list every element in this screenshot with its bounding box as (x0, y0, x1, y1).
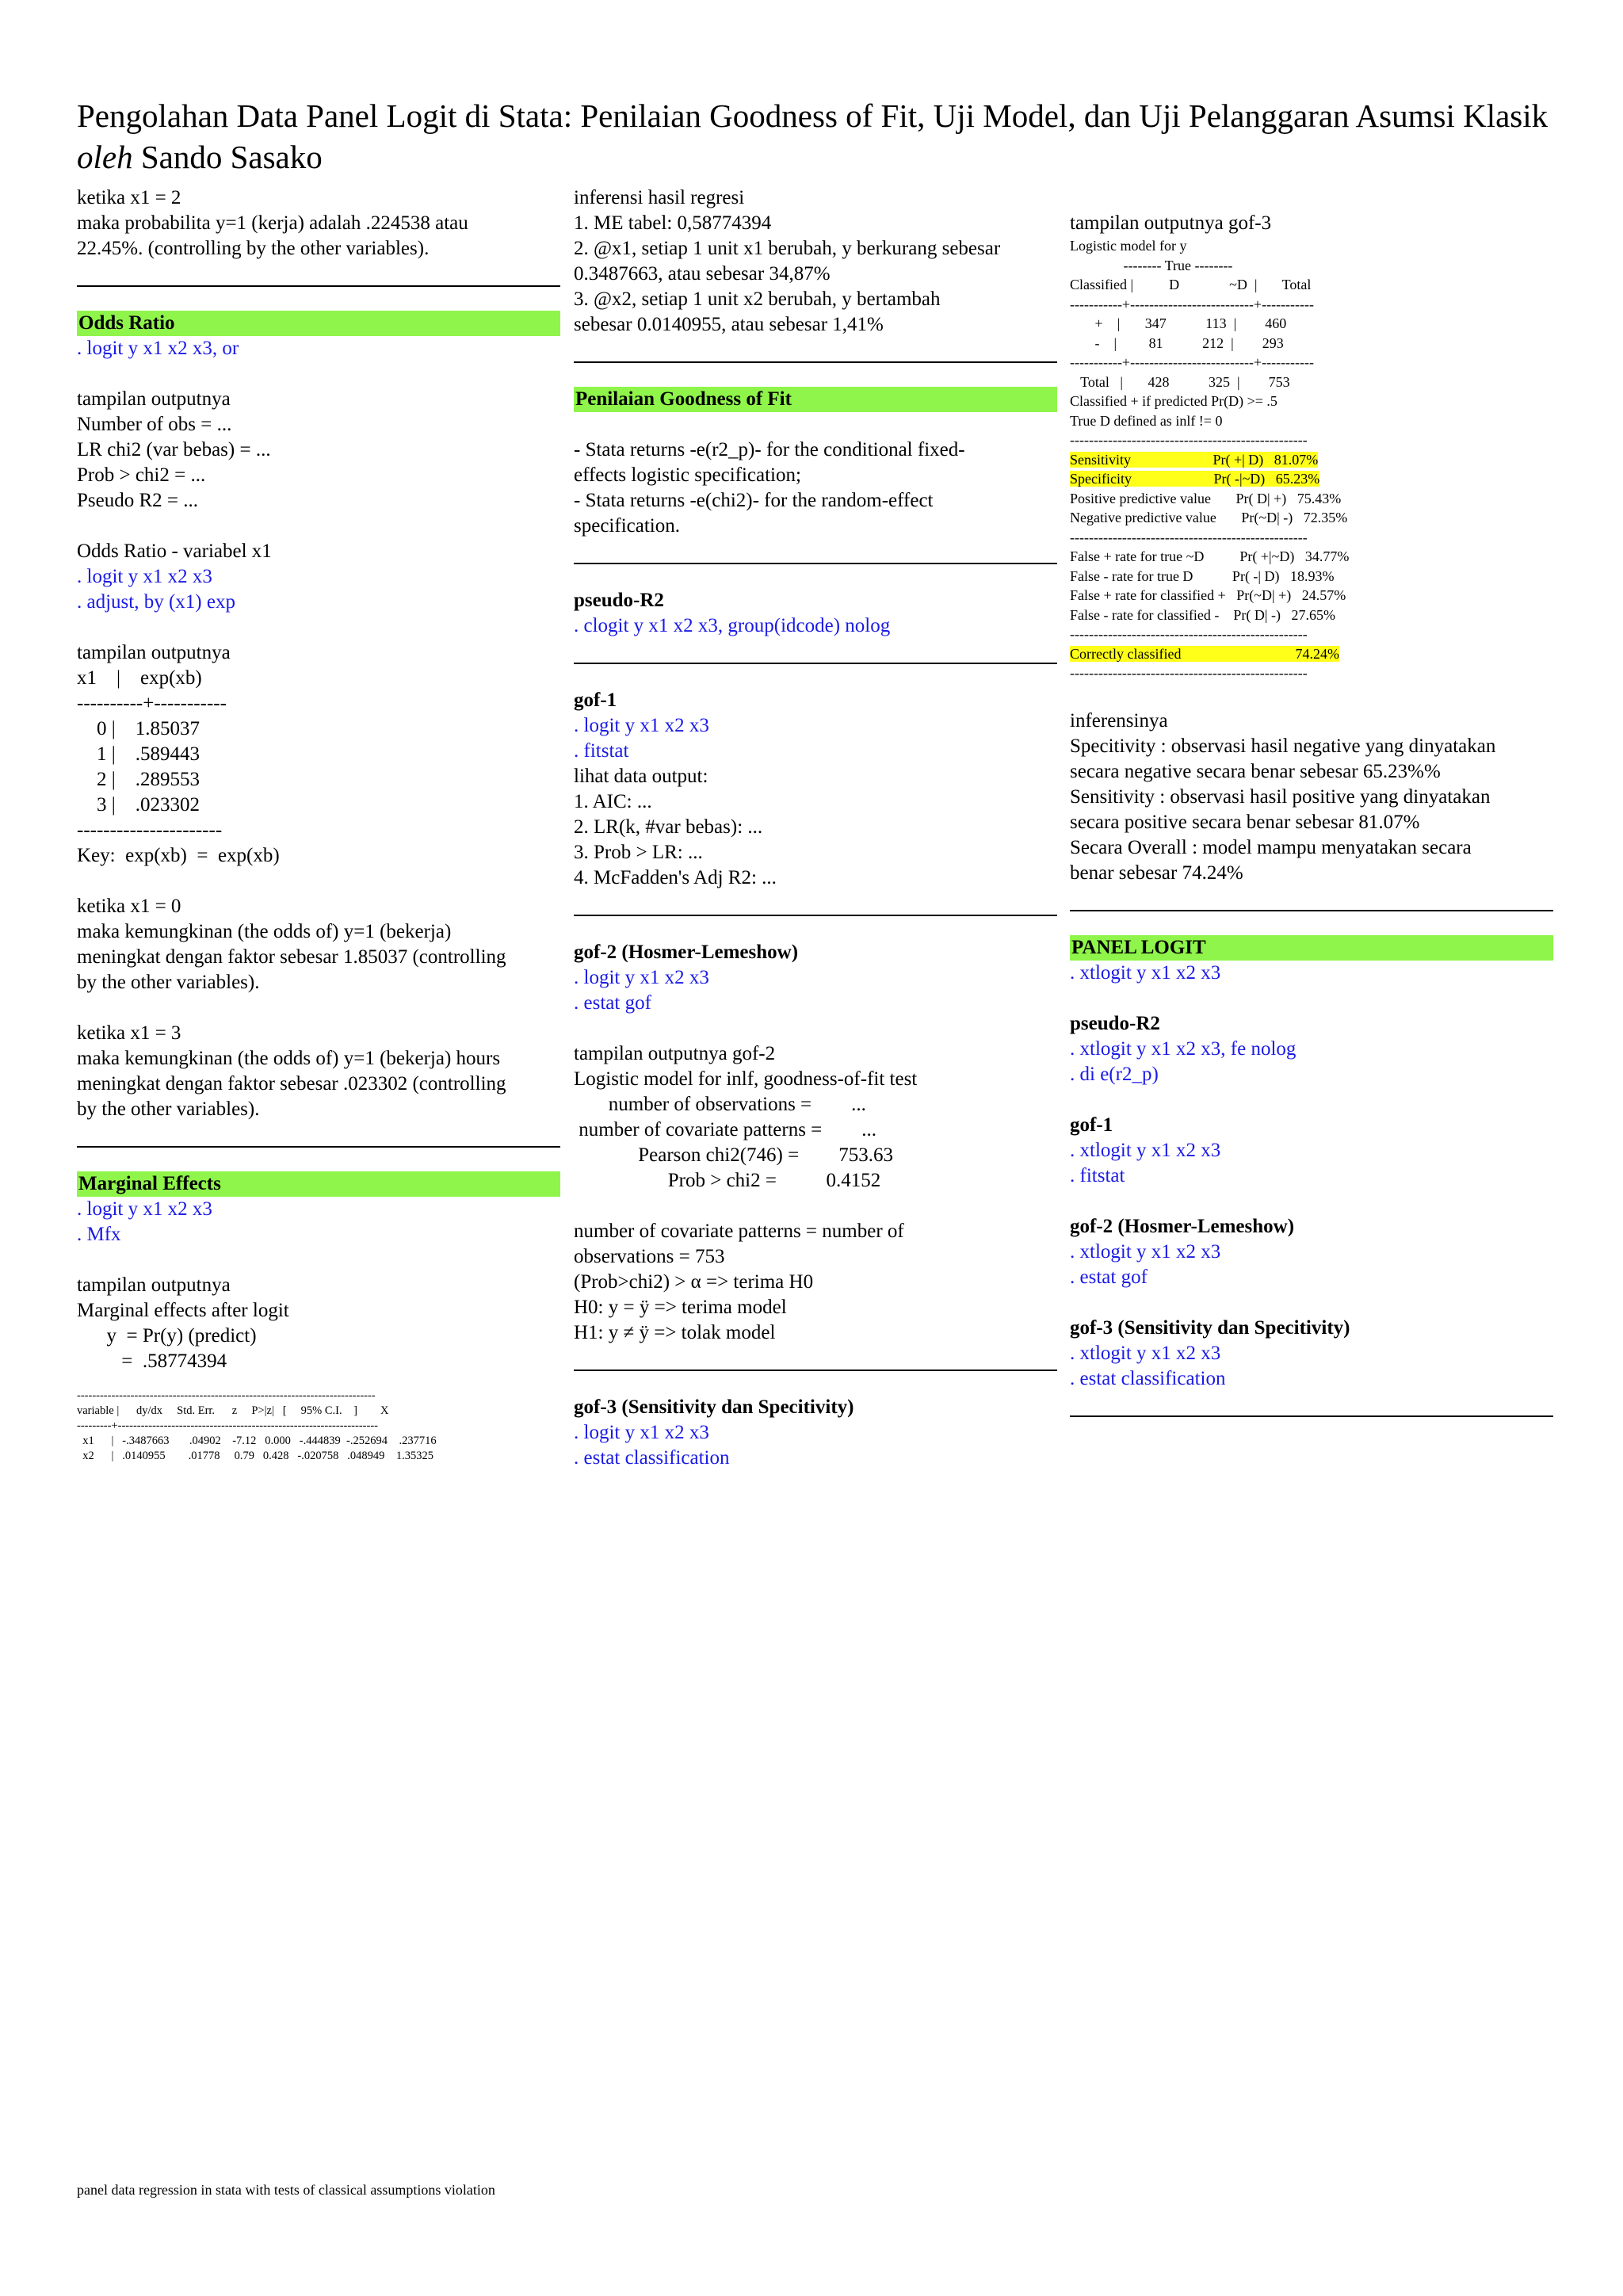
subsection-title: pseudo-R2 (1070, 1012, 1160, 1034)
subsection-title: gof-1 (1070, 1114, 1113, 1136)
text-line: Specitivity : observasi hasil negative yang dinyatakan (1070, 735, 1496, 757)
text-line: inferensinya (1070, 709, 1168, 732)
specificity-highlight: Specificity Pr( -|~D) 65.23% (1070, 471, 1320, 487)
correctly-classified-highlight: Correctly classified 74.24% (1070, 645, 1339, 662)
me-table-line: x2 | .0140955 .01778 0.79 0.428 -.020758 .048949 1.35325 (77, 1450, 433, 1462)
text-line: tampilan outputnya (77, 388, 231, 410)
stata-command: . logit y x1 x2 x3 (77, 1198, 212, 1220)
classification-table-line: -------------------------------------------------- (1070, 432, 1308, 448)
section-divider (574, 361, 1057, 363)
output-line: Pearson chi2(746) = 753.63 (574, 1144, 893, 1166)
text-line: benar sebesar 74.24% (1070, 861, 1243, 884)
title-by: oleh (77, 139, 133, 175)
classification-table-line: Total | 428 325 | 753 (1070, 373, 1290, 390)
text-line: tampilan outputnya (77, 642, 231, 663)
classification-table-line: Logistic model for y (1070, 238, 1187, 254)
text-line: number of covariate patterns = number of (574, 1221, 904, 1242)
output-line: Prob > chi2 = ... (77, 464, 206, 486)
section-divider (77, 285, 560, 287)
exp-table-line: 1 | .589443 (77, 743, 200, 765)
stata-command: . xtlogit y x1 x2 x3 (1070, 1240, 1221, 1263)
output-line: y = Pr(y) (predict) (77, 1325, 257, 1347)
subsection-title: gof-2 (Hosmer-Lemeshow) (1070, 1215, 1295, 1237)
section-divider (574, 663, 1057, 664)
text-line: inferensi hasil regresi (574, 187, 745, 208)
text-line: 3. Prob > LR: ... (574, 842, 703, 863)
exp-table-line: x1 | exp(xb) (77, 667, 202, 689)
section-divider (1070, 910, 1553, 911)
specificity-row (1070, 469, 1553, 489)
text-line: H1: y ≠ ÿ => tolak model (574, 1322, 776, 1343)
classification-table-line: + | 347 113 | 460 (1070, 315, 1287, 331)
subsection-title: gof-2 (Hosmer-Lemeshow) (574, 942, 799, 963)
text-line: by the other variables). (77, 1098, 260, 1120)
stata-command: . logit y x1 x2 x3 (77, 566, 212, 587)
text-line: maka kemungkinan (the odds of) y=1 (bekerja) hours (77, 1048, 501, 1069)
text-line: meningkat dengan faktor sebesar .023302 (controlling (77, 1073, 506, 1095)
output-line: LR chi2 (var bebas) = ... (77, 439, 271, 460)
text-line: tampilan outputnya gof-3 (1070, 212, 1272, 234)
classification-table-line: Positive predictive value Pr( D| +) 75.43% (1070, 490, 1342, 506)
exp-table-line: 2 | .289553 (77, 769, 200, 790)
text-line: ketika x1 = 3 (77, 1022, 181, 1044)
subsection-title: pseudo-R2 (574, 590, 664, 611)
stata-command: . xtlogit y x1 x2 x3 (1070, 961, 1221, 984)
stata-command: . estat gof (1070, 1266, 1148, 1288)
classification-table-line: True D defined as inlf != 0 (1070, 412, 1223, 429)
section-header-panel-logit: PANEL LOGIT (1070, 935, 1553, 961)
text-line: 1. AIC: ... (574, 791, 652, 812)
output-line: Prob > chi2 = 0.4152 (574, 1170, 881, 1191)
sensitivity-highlight: Sensitivity Pr( +| D) 81.07% (1070, 451, 1319, 468)
text-line: specification. (574, 515, 680, 537)
text-line: Secara Overall : model mampu menyatakan secara (1070, 836, 1472, 858)
text-line: ketika x1 = 2 (77, 187, 181, 208)
section-divider (574, 915, 1057, 916)
text-line: (Prob>chi2) > α => terima H0 (574, 1271, 814, 1293)
classification-table-line: False + rate for true ~D Pr( +|~D) 34.77% (1070, 548, 1350, 564)
stata-command: . estat classification (574, 1447, 730, 1469)
section-header-odds-ratio: Odds Ratio (77, 311, 560, 336)
section-divider (77, 1146, 560, 1148)
text-line: 4. McFadden's Adj R2: ... (574, 867, 777, 888)
text-line: 1. ME tabel: 0,58774394 (574, 212, 772, 234)
classification-table-line: Negative predictive value Pr(~D| -) 72.35% (1070, 510, 1348, 525)
subsection-title: gof-1 (574, 690, 617, 711)
output-line: = .58774394 (77, 1350, 227, 1372)
text-line: meningkat dengan faktor sebesar 1.85037 (controlling (77, 946, 506, 968)
text-line: 3. @x2, setiap 1 unit x2 berubah, y bertambah (574, 288, 941, 310)
stata-command: . logit y x1 x2 x3, or (77, 338, 239, 359)
text-line: - Stata returns -e(r2_p)- for the conditional fixed- (574, 439, 965, 460)
text-line: H0: y = ÿ => terima model (574, 1297, 787, 1318)
classification-table-line: -----------+--------------------------+----------- (1070, 354, 1315, 370)
me-table-line: ------------------------------------------------------------------------------ (77, 1389, 376, 1402)
text-line: effects logistic specification; (574, 464, 801, 486)
output-line: number of covariate patterns = ... (574, 1119, 877, 1140)
text-line: maka kemungkinan (the odds of) y=1 (bekerja) (77, 921, 452, 942)
column-1 (77, 185, 560, 1464)
classification-table-line: Classified | D ~D | Total (1070, 277, 1312, 292)
classification-table-line: False - rate for classified - Pr( D| -) 27.65% (1070, 606, 1336, 623)
title-author: Sando Sasako (140, 139, 323, 175)
output-line: Marginal effects after logit (77, 1300, 289, 1321)
text-line: ketika x1 = 0 (77, 896, 181, 917)
stata-command: . Mfx (77, 1224, 121, 1245)
stata-command: . estat gof (574, 992, 651, 1014)
title-main: Pengolahan Data Panel Logit di Stata: Penilaian Goodness of Fit, Uji Model, dan Uji Pelanggaran Asumsi Klasik (77, 97, 1549, 134)
exp-table-line: ----------+----------- (77, 693, 227, 714)
title-byline (77, 136, 1567, 178)
text-line: - Stata returns -e(chi2)- for the random-effect (574, 490, 934, 511)
output-line: Pseudo R2 = ... (77, 490, 199, 511)
subsection-title: gof-3 (Sensitivity dan Specitivity) (1070, 1316, 1350, 1339)
stata-command: . logit y x1 x2 x3 (574, 967, 709, 988)
stata-command: . logit y x1 x2 x3 (574, 715, 709, 736)
stata-command: . xtlogit y x1 x2 x3 (1070, 1342, 1221, 1364)
classification-table-line: -------- True -------- (1070, 257, 1233, 273)
section-header-marginal-effects: Marginal Effects (77, 1171, 560, 1197)
section-divider (574, 563, 1057, 564)
classification-table-line: -----------+--------------------------+----------- (1070, 296, 1315, 312)
output-line: tampilan outputnya gof-2 (574, 1043, 776, 1064)
text-line: 2. @x1, setiap 1 unit x1 berubah, y berkurang sebesar (574, 238, 1001, 259)
classification-table-line: - | 81 212 | 293 (1070, 334, 1284, 351)
text-line: 0.3487663, atau sebesar 34,87% (574, 263, 831, 285)
exp-table-line: ---------------------- (77, 819, 223, 841)
classification-table-line: False - rate for true D Pr( -| D) 18.93% (1070, 567, 1335, 584)
me-table-line: ---------+-------------------------------------------------------------------- (77, 1419, 378, 1432)
text-line: by the other variables). (77, 972, 260, 993)
text-line: observations = 753 (574, 1246, 725, 1267)
section-divider (1070, 1415, 1553, 1417)
stata-command: . adjust, by (x1) exp (77, 591, 235, 613)
classification-table-line: -------------------------------------------------- (1070, 626, 1308, 642)
correctly-classified-row (1070, 644, 1553, 664)
text-line: lihat data output: (574, 766, 708, 787)
text-line: sebesar 0.0140955, atau sebesar 1,41% (574, 314, 884, 335)
stata-command: . xtlogit y x1 x2 x3 (1070, 1139, 1221, 1161)
stata-command: . fitstat (574, 740, 629, 762)
text-line: Sensitivity : observasi hasil positive yang dinyatakan (1070, 785, 1491, 808)
column-2 (574, 185, 1057, 1471)
page-title (77, 95, 1567, 178)
me-table-line: x1 | -.3487663 .04902 -7.12 0.000 -.444839 -.252694 .237716 (77, 1435, 437, 1447)
text-line: secara positive secara benar sebesar 81.07% (1070, 811, 1420, 833)
page-footer: panel data regression in stata with tests of classical assumptions violation (77, 2182, 495, 2198)
exp-table-line: 3 | .023302 (77, 794, 200, 816)
me-table-line: variable | dy/dx Std. Err. z P>|z| [ 95% C.I. ] X (77, 1404, 389, 1417)
text-line: maka probabilita y=1 (kerja) adalah .224538 atau (77, 212, 468, 234)
stata-command: . xtlogit y x1 x2 x3, fe nolog (1070, 1037, 1296, 1060)
stata-command: . di e(r2_p) (1070, 1063, 1159, 1085)
stata-command: . fitstat (1070, 1164, 1125, 1186)
exp-table-line: Key: exp(xb) = exp(xb) (77, 845, 280, 866)
output-line: Logistic model for inlf, goodness-of-fit test (574, 1068, 918, 1090)
text-line: tampilan outputnya (77, 1274, 231, 1296)
text-line: 2. LR(k, #var bebas): ... (574, 816, 763, 838)
section-divider (574, 1370, 1057, 1371)
text-line: 22.45%. (controlling by the other variables). (77, 238, 430, 259)
stata-command: . estat classification (1070, 1367, 1226, 1389)
output-line: Number of obs = ... (77, 414, 232, 435)
column-3 (1070, 185, 1553, 1441)
classification-table-line: -------------------------------------------------- (1070, 529, 1308, 545)
text-line: Odds Ratio - variabel x1 (77, 541, 272, 562)
sensitivity-row (1070, 450, 1553, 470)
subsection-title: gof-3 (Sensitivity dan Specitivity) (574, 1396, 854, 1418)
classification-table-line: -------------------------------------------------- (1070, 665, 1308, 681)
stata-command: . clogit y x1 x2 x3, group(idcode) nolog (574, 615, 891, 636)
stata-command: . logit y x1 x2 x3 (574, 1422, 709, 1443)
classification-table-line: Classified + if predicted Pr(D) >= .5 (1070, 393, 1277, 409)
classification-table-line: False + rate for classified + Pr(~D| +) 24.57% (1070, 587, 1346, 603)
text-line: secara negative secara benar sebesar 65.23%% (1070, 760, 1441, 782)
output-line: number of observations = ... (574, 1094, 866, 1115)
exp-table-line: 0 | 1.85037 (77, 718, 200, 739)
section-header-goodness-of-fit: Penilaian Goodness of Fit (574, 387, 1057, 412)
